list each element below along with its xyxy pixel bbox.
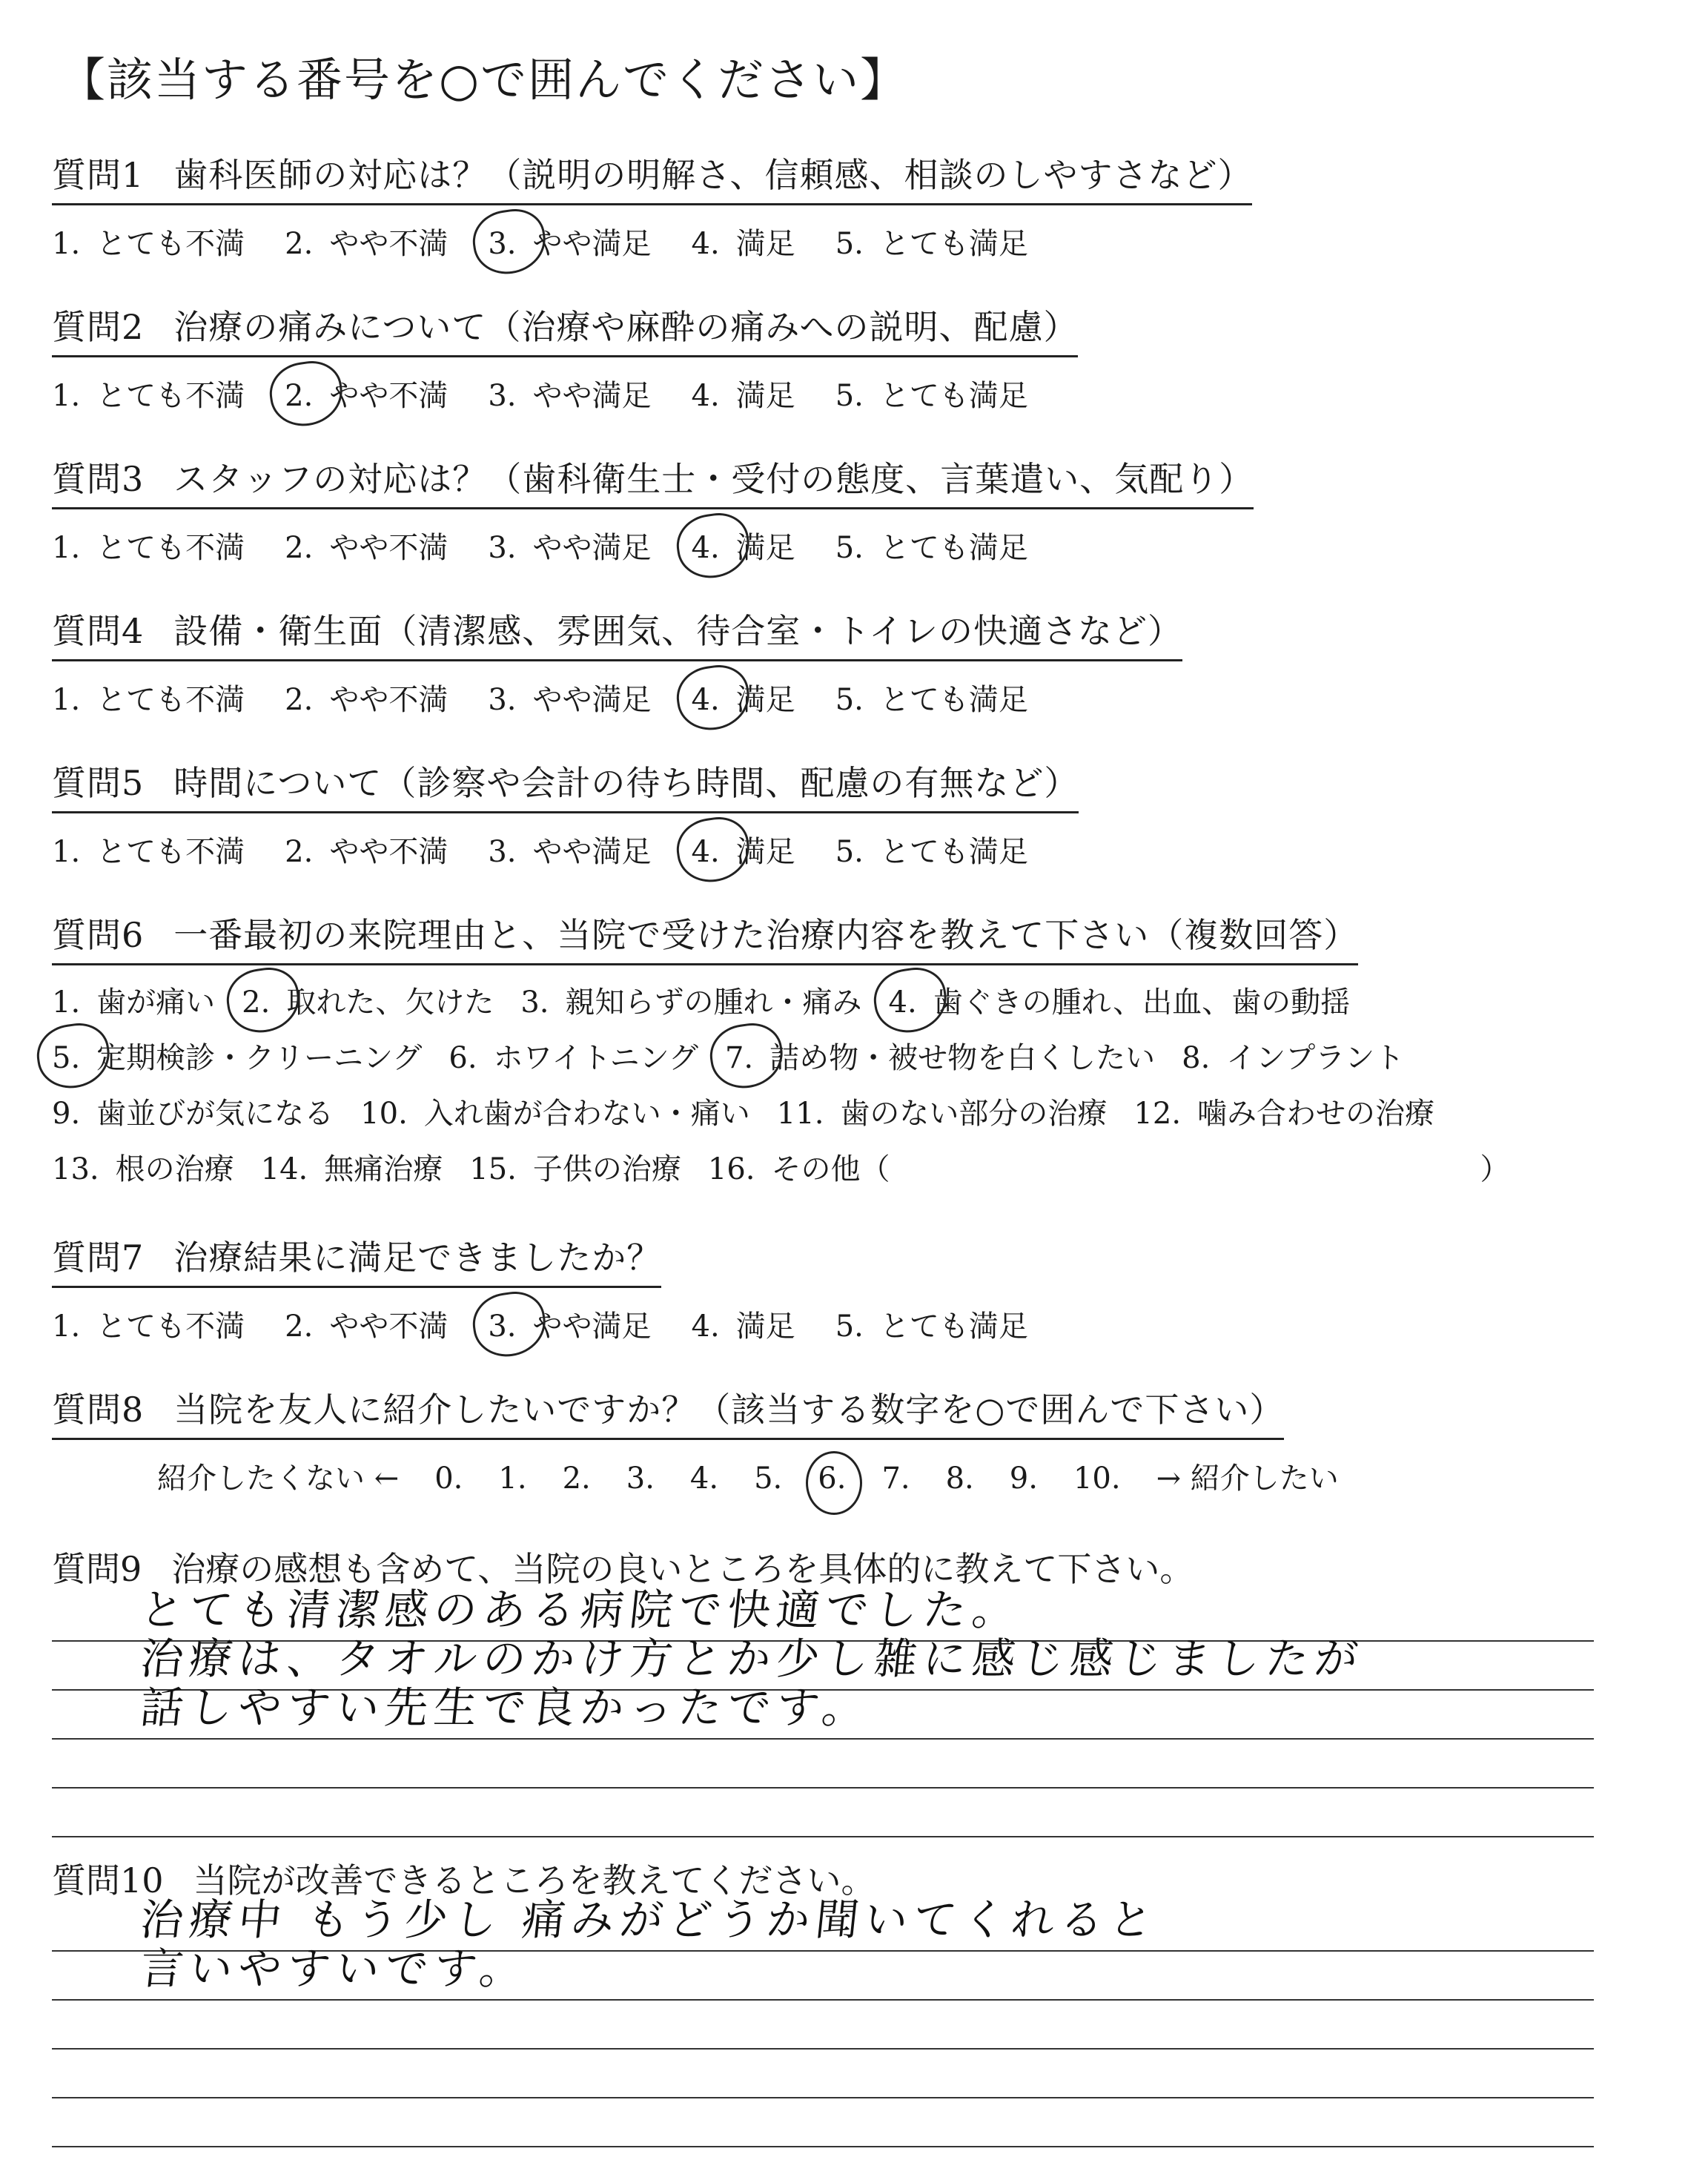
option-number: 14.: [260, 1152, 308, 1186]
recommend-scale: [157, 1455, 1374, 1497]
option-label: とても不満: [96, 1309, 245, 1344]
option-8[interactable]: [1182, 1034, 1404, 1077]
option-label: 満足: [735, 683, 795, 717]
option-label: やや不満: [329, 1309, 448, 1344]
option-number: 3.: [488, 683, 517, 717]
option-2[interactable]: [285, 676, 448, 719]
option-number: 15.: [469, 1152, 517, 1186]
option-number: 4.: [691, 379, 720, 413]
question-3: [52, 452, 1254, 567]
option-1[interactable]: [52, 979, 215, 1021]
option-number: 1.: [52, 835, 81, 869]
option-2[interactable]: [242, 979, 494, 1021]
option-label: やや不満: [329, 531, 448, 565]
answer-line: [52, 2098, 1594, 2147]
option-4[interactable]: [692, 524, 795, 567]
option-label: 取れた、欠けた: [286, 985, 494, 1020]
question-number: 質問2: [52, 307, 145, 347]
question-title: [52, 604, 1182, 661]
option-5[interactable]: [52, 1034, 422, 1077]
option-label: とても満足: [879, 531, 1028, 565]
option-number: 11.: [776, 1097, 824, 1131]
option-3[interactable]: [520, 979, 861, 1021]
option-number: 5.: [835, 531, 864, 565]
question-1: [52, 148, 1252, 262]
option-4[interactable]: [692, 676, 795, 719]
option-5[interactable]: [835, 676, 1028, 719]
option-label: やや満足: [532, 835, 652, 869]
question-title: [52, 1383, 1284, 1440]
option-number: 3.: [488, 379, 517, 413]
option-number: 3.: [488, 835, 517, 869]
option-4[interactable]: [692, 828, 795, 871]
option-number: 1.: [52, 379, 81, 413]
question-number: 質問8: [52, 1390, 145, 1430]
scale-value-8[interactable]: 8.: [945, 1462, 974, 1496]
option-14[interactable]: [261, 1146, 443, 1188]
scale-value-9[interactable]: 9.: [1009, 1462, 1038, 1496]
option-label: やや満足: [532, 227, 652, 261]
option-number: 12.: [1133, 1097, 1182, 1131]
option-label: とても不満: [96, 531, 245, 565]
option-number: 5.: [835, 227, 864, 261]
option-11[interactable]: [777, 1090, 1108, 1132]
option-number: 2.: [285, 531, 314, 565]
option-number: 5.: [52, 1041, 81, 1075]
option-16[interactable]: [708, 1146, 890, 1188]
option-number: 3.: [488, 531, 517, 565]
option-number: 4.: [691, 531, 720, 565]
option-label: とても不満: [96, 379, 245, 413]
scale-value-6[interactable]: 6.: [818, 1462, 847, 1496]
question-number: 質問1: [52, 155, 145, 195]
option-2[interactable]: [285, 220, 448, 262]
option-label: 歯が痛い: [96, 985, 216, 1020]
option-2[interactable]: [285, 828, 448, 871]
answer-scale: [52, 524, 1254, 567]
option-3[interactable]: [488, 1303, 651, 1345]
option-3[interactable]: [488, 220, 651, 262]
answer-scale: [52, 676, 1182, 719]
option-2[interactable]: [285, 524, 448, 567]
option-5[interactable]: [835, 828, 1028, 871]
question-text: 当院を友人に紹介したいですか？（該当する数字を○で囲んで下さい）: [173, 1390, 1285, 1430]
option-label: やや不満: [329, 683, 448, 717]
answer-scale: [52, 220, 1252, 262]
option-5[interactable]: [835, 372, 1028, 415]
question-text: 一番最初の来院理由と、当院で受けた治療内容を教えて下さい（複数回答）: [173, 915, 1359, 955]
option-number: 16.: [707, 1152, 755, 1186]
option-label: 入れ歯が合わない・痛い: [423, 1097, 750, 1131]
question-text: 治療の痛みについて（治療や麻酔の痛みへの説明、配慮）: [173, 307, 1079, 347]
option-label: 詰め物・被せ物を白くしたい: [769, 1041, 1156, 1075]
question-text: スタッフの対応は？（歯科衛生士・受付の態度、言葉遣い、気配り）: [173, 459, 1254, 499]
answer-scale: [52, 828, 1079, 871]
answer-line: [52, 1943, 1594, 2001]
question-4: [52, 604, 1182, 719]
option-5[interactable]: [835, 1303, 1028, 1345]
question-number: 質問10: [52, 1860, 164, 1900]
option-1[interactable]: [52, 1303, 245, 1345]
option-number: 10.: [360, 1097, 408, 1131]
option-number: 13.: [52, 1152, 99, 1186]
question-6: [52, 908, 1510, 1188]
answer-line: [52, 2001, 1594, 2050]
question-title: [52, 1231, 661, 1288]
answer-line: [52, 1789, 1594, 1837]
question-text: 設備・衛生面（清潔感、雰囲気、待合室・トイレの快適さなど）: [173, 611, 1182, 651]
option-1[interactable]: [52, 828, 245, 871]
option-row: [52, 979, 1510, 1021]
handwritten-text: 言いやすいです。: [137, 1943, 532, 1994]
option-9[interactable]: [52, 1090, 334, 1132]
scale-right-label: → 紹介したい: [1156, 1462, 1339, 1496]
question-7: [52, 1231, 1068, 1345]
option-label: 歯並びが気になる: [96, 1097, 334, 1131]
option-number: 8.: [1182, 1041, 1211, 1075]
option-row: [52, 1146, 1510, 1188]
option-label: やや満足: [532, 531, 652, 565]
option-10[interactable]: [360, 1090, 750, 1132]
option-number: 5.: [835, 835, 864, 869]
option-number: 2.: [285, 683, 314, 717]
option-label: とても満足: [879, 683, 1028, 717]
question-title: [52, 300, 1078, 357]
answer-area[interactable]: [52, 1895, 1594, 2147]
other-close-paren: ）: [1480, 1152, 1510, 1186]
option-label: やや満足: [532, 1309, 652, 1344]
option-label: やや満足: [532, 683, 652, 717]
scale-value-2[interactable]: 2.: [562, 1462, 591, 1496]
option-number: 1.: [52, 1309, 81, 1344]
handwritten-text: とても清潔感のある病院で快適でした。: [137, 1585, 1025, 1635]
option-3[interactable]: [488, 828, 651, 871]
scale-value-0[interactable]: 0.: [434, 1462, 463, 1496]
option-number: 5.: [835, 1309, 864, 1344]
question-5: [52, 756, 1079, 871]
option-row: [52, 1090, 1510, 1132]
question-title: [52, 148, 1252, 205]
option-number: 7.: [724, 1041, 754, 1075]
option-number: 4.: [691, 683, 720, 717]
scale-value-10[interactable]: 10.: [1073, 1462, 1121, 1496]
option-label: 噛み合わせの治療: [1197, 1097, 1435, 1131]
option-label: 満足: [735, 531, 795, 565]
option-4[interactable]: [692, 1303, 795, 1345]
question-text: 治療の感想も含めて、当院の良いところを具体的に教えて下さい。: [171, 1549, 1194, 1589]
option-1[interactable]: [52, 524, 245, 567]
scale-left-label: 紹介したくない ←: [157, 1462, 400, 1496]
option-number: 5.: [835, 683, 864, 717]
option-number: 5.: [835, 379, 864, 413]
answer-scale: [52, 372, 1078, 415]
option-label: 歯ぐきの腫れ、出血、歯の動揺: [933, 985, 1351, 1020]
option-number: 4.: [691, 835, 720, 869]
question-number: 質問5: [52, 763, 145, 803]
option-1[interactable]: [52, 220, 245, 262]
option-label: 無痛治療: [324, 1152, 443, 1186]
option-label: やや不満: [329, 835, 448, 869]
option-2[interactable]: [285, 1303, 448, 1345]
option-5[interactable]: [835, 220, 1028, 262]
option-number: 1.: [52, 985, 81, 1020]
answer-scale: [52, 1303, 1068, 1345]
option-number: 9.: [52, 1097, 81, 1131]
option-label: やや満足: [532, 379, 652, 413]
option-6[interactable]: [448, 1034, 698, 1077]
option-label: 満足: [735, 835, 795, 869]
option-label: ホワイトニング: [493, 1041, 698, 1075]
option-label: インプラント: [1226, 1041, 1405, 1075]
option-label: 親知らずの腫れ・痛み: [565, 985, 862, 1020]
option-label: とても満足: [879, 1309, 1028, 1344]
option-number: 4.: [691, 1309, 720, 1344]
question-number: 質問7: [52, 1238, 145, 1278]
option-number: 2.: [285, 835, 314, 869]
option-5[interactable]: [835, 524, 1028, 567]
option-4[interactable]: [692, 220, 795, 262]
option-4[interactable]: [692, 372, 795, 415]
scale-value-4[interactable]: 4.: [689, 1462, 719, 1496]
option-label: とても不満: [96, 683, 245, 717]
question-number: 質問6: [52, 915, 145, 955]
option-number: 4.: [691, 227, 720, 261]
question-title: [52, 756, 1079, 813]
scale-value-7[interactable]: 7.: [881, 1462, 910, 1496]
handwritten-text: 治療は、タオルのかけ方とか少し雑に感じ感じましたが: [137, 1634, 1367, 1684]
question-text: 当院が改善できるところを教えてください。: [193, 1860, 875, 1900]
question-number: 質問3: [52, 459, 145, 499]
option-label: やや不満: [329, 227, 448, 261]
option-12[interactable]: [1133, 1090, 1434, 1132]
scale-value-3[interactable]: 3.: [626, 1462, 655, 1496]
option-label: 満足: [735, 227, 795, 261]
option-label: とても不満: [96, 227, 245, 261]
option-3[interactable]: [488, 372, 651, 415]
option-number: 2.: [285, 1309, 314, 1344]
option-number: 2.: [242, 985, 271, 1020]
option-label: 根の治療: [115, 1152, 234, 1186]
option-label: とても満足: [879, 835, 1028, 869]
scale-value-5[interactable]: 5.: [754, 1462, 783, 1496]
option-label: 定期検診・クリーニング: [96, 1041, 423, 1075]
option-1[interactable]: [52, 372, 245, 415]
option-label: とても満足: [879, 227, 1028, 261]
option-number: 1.: [52, 683, 81, 717]
question-number: 質問9: [52, 1549, 142, 1589]
option-number: 4.: [888, 985, 917, 1020]
option-label: 満足: [735, 379, 795, 413]
option-2[interactable]: [285, 372, 448, 415]
option-7[interactable]: [725, 1034, 1155, 1077]
question-title: [52, 908, 1358, 965]
option-label: その他（: [771, 1152, 890, 1186]
option-number: 6.: [448, 1041, 477, 1075]
option-number: 1.: [52, 227, 81, 261]
survey-header: 【該当する番号を○で囲んでください】: [59, 53, 908, 107]
option-label: 歯のない部分の治療: [840, 1097, 1108, 1131]
option-1[interactable]: [52, 676, 245, 719]
option-number: 2.: [285, 379, 314, 413]
question-2: [52, 300, 1078, 415]
option-3[interactable]: [488, 676, 651, 719]
answer-line: [52, 2050, 1594, 2098]
option-number: 1.: [52, 531, 81, 565]
option-label: とても不満: [96, 835, 245, 869]
option-13[interactable]: [52, 1146, 234, 1188]
option-15[interactable]: [469, 1146, 681, 1188]
option-4[interactable]: [889, 979, 1351, 1021]
option-number: 2.: [285, 227, 314, 261]
option-number: 3.: [488, 1309, 517, 1344]
option-number: 3.: [488, 227, 517, 261]
answer-area[interactable]: [52, 1585, 1594, 1837]
option-label: やや不満: [329, 379, 448, 413]
question-number: 質問4: [52, 611, 145, 651]
handwritten-text: 話しやすい先生で良かったです。: [137, 1682, 874, 1733]
answer-line: [52, 1682, 1594, 1740]
option-row: [52, 1034, 1510, 1077]
option-3[interactable]: [488, 524, 651, 567]
question-title: [52, 452, 1254, 509]
option-label: 満足: [735, 1309, 795, 1344]
scale-value-1[interactable]: 1.: [498, 1462, 527, 1496]
question-8: [52, 1383, 1374, 1497]
option-label: 子供の治療: [532, 1152, 681, 1186]
answer-line: [52, 1740, 1594, 1789]
handwritten-text: 治療中 もう少し 痛みがどうか聞いてくれると: [137, 1895, 1161, 1945]
option-label: とても満足: [879, 379, 1028, 413]
option-number: 3.: [520, 985, 549, 1020]
question-text: 歯科医師の対応は？（説明の明解さ、信頼感、相談のしやすさなど）: [173, 155, 1253, 195]
question-text: 治療結果に満足できましたか？: [173, 1238, 662, 1278]
question-text: 時間について（診察や会計の待ち時間、配慮の有無など）: [173, 763, 1079, 803]
